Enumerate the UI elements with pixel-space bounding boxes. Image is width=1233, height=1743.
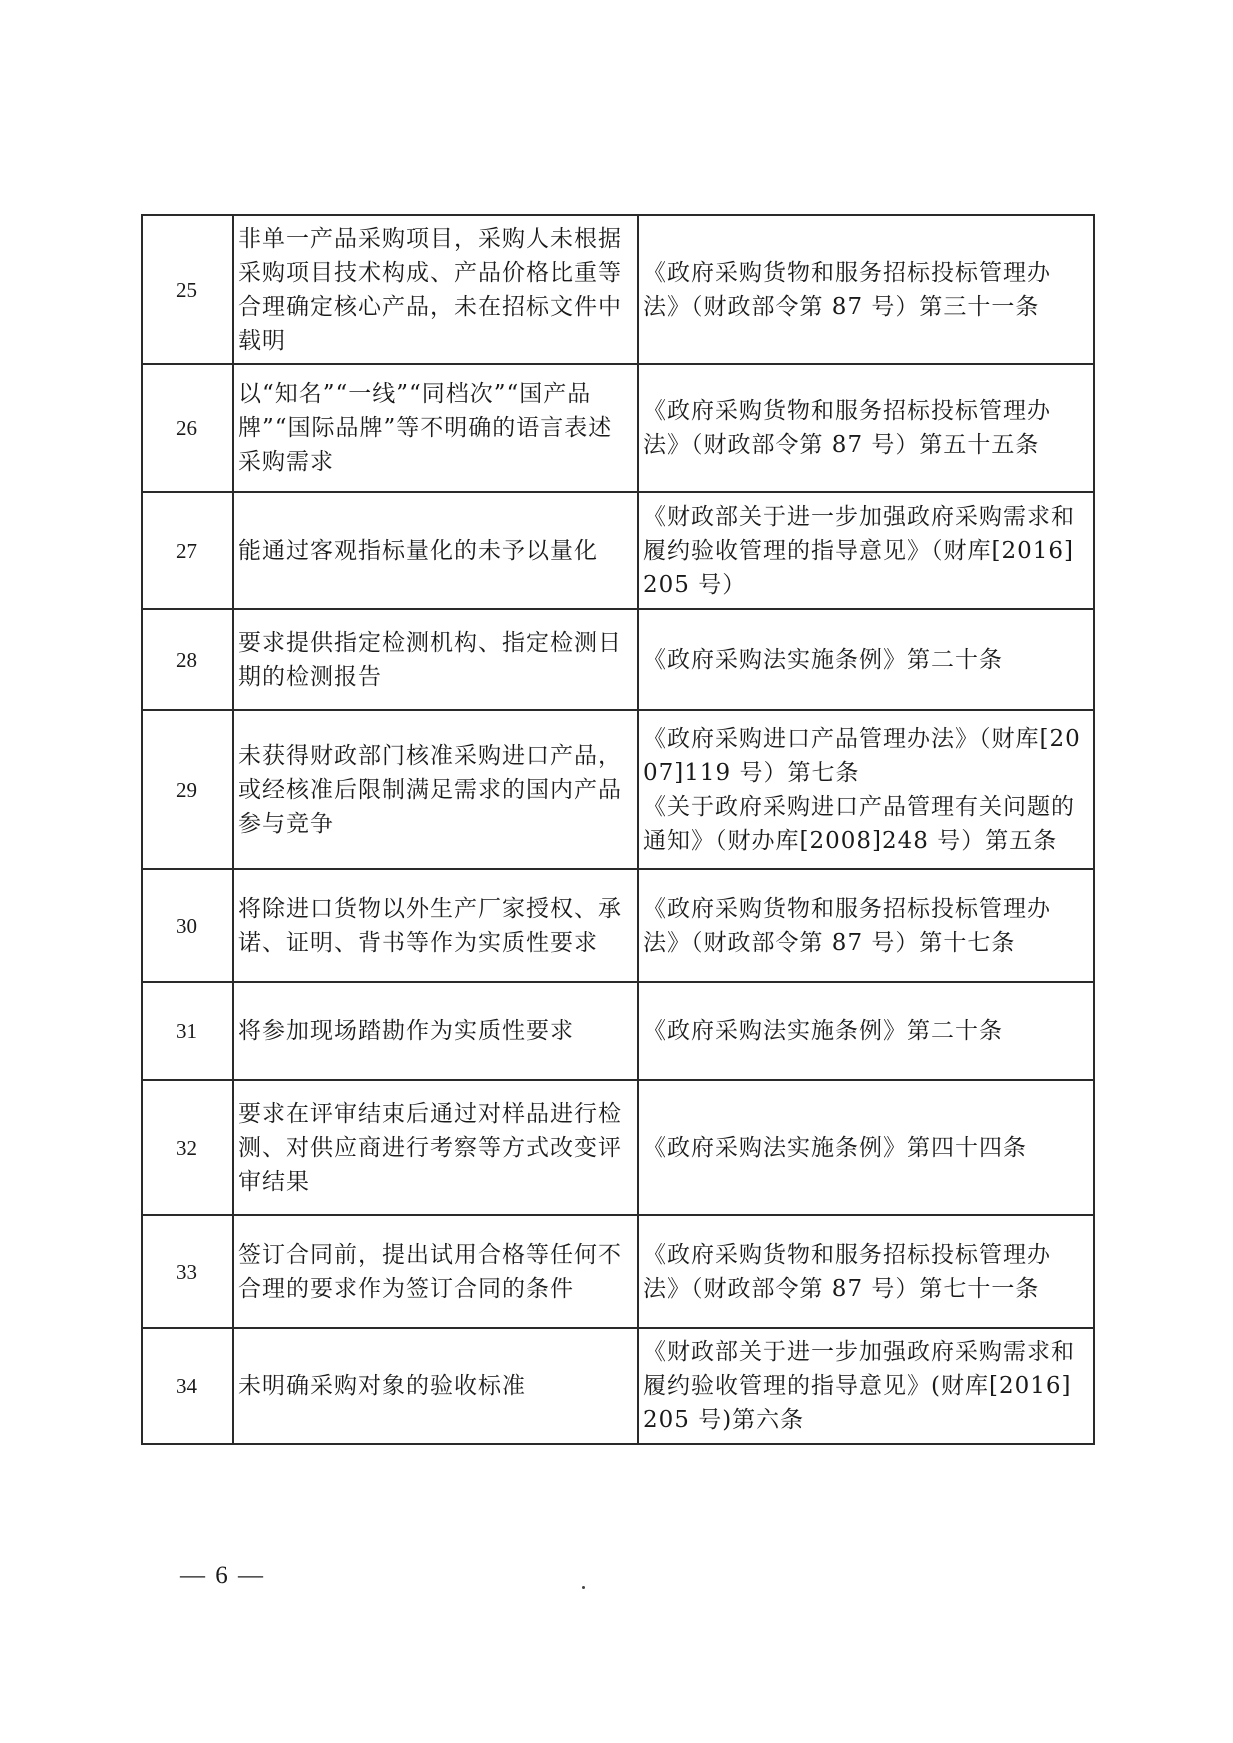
row-number: 28 <box>142 609 233 710</box>
table-row <box>142 364 1094 492</box>
violation-description: 要求提供指定检测机构、指定检测日期的检测报告 <box>233 609 638 710</box>
legal-basis <box>638 869 1094 982</box>
legal-basis-line: 《政府采购货物和服务招标投标管理办法》（财政部令第 87 号）第五十五条 <box>643 398 1051 458</box>
page-number: — 6 — <box>180 1562 265 1589</box>
legal-basis <box>638 364 1094 492</box>
row-number: 33 <box>142 1215 233 1328</box>
row-number: 34 <box>142 1328 233 1444</box>
table-row <box>142 215 1094 364</box>
legal-basis-line: 《政府采购货物和服务招标投标管理办法》（财政部令第 87 号）第三十一条 <box>643 259 1051 320</box>
regulation-table <box>141 214 1095 1445</box>
legal-basis-line: 《财政部关于进一步加强政府采购需求和履约验收管理的指导意见》(财库[2016]205 号)第六条 <box>643 1339 1075 1433</box>
violation-description: 能通过客观指标量化的未予以量化 <box>233 492 638 609</box>
row-number: 27 <box>142 492 233 609</box>
violation-description: 签订合同前，提出试用合格等任何不合理的要求作为签订合同的条件 <box>233 1215 638 1328</box>
table-row <box>142 492 1094 609</box>
table-row <box>142 1215 1094 1328</box>
legal-basis-line: 《政府采购进口产品管理办法》（财库[2007]119 号）第七条 <box>643 725 1081 786</box>
table-row <box>142 982 1094 1080</box>
legal-basis <box>638 609 1094 710</box>
violation-description: 未明确采购对象的验收标准 <box>233 1328 638 1444</box>
legal-basis-line: 《政府采购法实施条例》第二十条 <box>643 1018 1003 1044</box>
row-number: 32 <box>142 1080 233 1215</box>
legal-basis <box>638 982 1094 1080</box>
table-row <box>142 710 1094 869</box>
table-row <box>142 609 1094 710</box>
legal-basis <box>638 1080 1094 1215</box>
violation-description: 非单一产品采购项目，采购人未根据采购项目技术构成、产品价格比重等合理确定核心产品，未在招标文件中载明 <box>233 215 638 364</box>
table-row <box>142 1328 1094 1444</box>
row-number: 26 <box>142 364 233 492</box>
legal-basis-line: 《政府采购法实施条例》第二十条 <box>643 646 1003 673</box>
row-number: 25 <box>142 215 233 364</box>
table-row <box>142 869 1094 982</box>
row-number: 29 <box>142 710 233 869</box>
table-row <box>142 1080 1094 1215</box>
row-number: 30 <box>142 869 233 982</box>
legal-basis-line: 《政府采购货物和服务招标投标管理办法》（财政部令第 87 号）第十七条 <box>643 895 1051 956</box>
legal-basis <box>638 710 1094 869</box>
legal-basis-line: 《财政部关于进一步加强政府采购需求和履约验收管理的指导意见》（财库[2016]205 号） <box>643 503 1075 598</box>
violation-description: 将除进口货物以外生产厂家授权、承诺、证明、背书等作为实质性要求 <box>233 869 638 982</box>
row-number: 31 <box>142 982 233 1080</box>
violation-description: 将参加现场踏勘作为实质性要求 <box>233 982 638 1080</box>
legal-basis-line: 《关于政府采购进口产品管理有关问题的通知》（财办库[2008]248 号）第五条 <box>643 793 1075 854</box>
legal-basis <box>638 492 1094 609</box>
legal-basis <box>638 1328 1094 1444</box>
legal-basis <box>638 215 1094 364</box>
legal-basis-line: 《政府采购法实施条例》第四十四条 <box>643 1134 1027 1161</box>
violation-description: 以“知名”“一线”“同档次”“国产品牌”“国际品牌”等不明确的语言表述采购需求 <box>233 364 638 492</box>
violation-description: 要求在评审结束后通过对样品进行检测、对供应商进行考察等方式改变评审结果 <box>233 1080 638 1215</box>
violation-description: 未获得财政部门核准采购进口产品，或经核准后限制满足需求的国内产品参与竞争 <box>233 710 638 869</box>
legal-basis <box>638 1215 1094 1328</box>
legal-basis-line: 《政府采购货物和服务招标投标管理办法》（财政部令第 87 号）第七十一条 <box>643 1241 1051 1302</box>
scan-speck <box>582 1586 585 1589</box>
